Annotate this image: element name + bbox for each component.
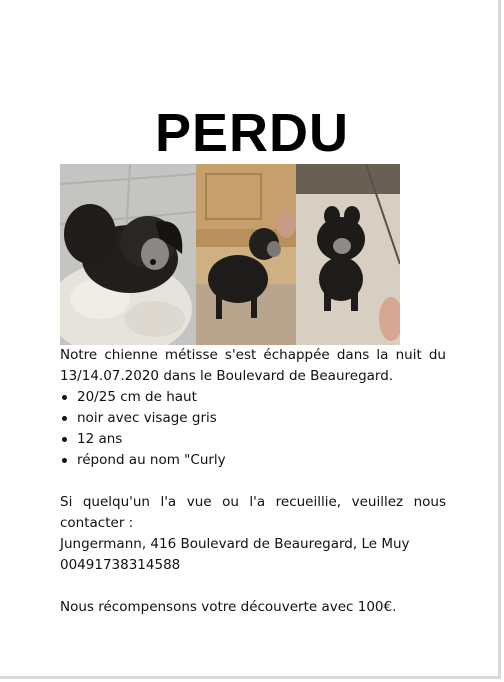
list-item: répond au nom "Curly: [60, 450, 446, 471]
contact-request-line1: Si quelqu'un l'a vue ou l'a recueillie, veuillez nous: [60, 494, 446, 510]
contact-address: Jungermann, 416 Boulevard de Beauregard, Le Muy: [60, 536, 410, 552]
poster-title: PERDU: [154, 103, 350, 164]
intro-paragraph: Notre chienne métisse s'est échappée dans la nuit du 13/14.07.2020 dans le Boulevard de Beauregard.: [60, 347, 446, 384]
dog-photo-blanket: [60, 164, 196, 345]
spacer: [60, 471, 446, 492]
list-item: 12 ans: [60, 429, 446, 450]
contact-request-line2: contacter :: [60, 515, 134, 531]
list-item: noir avec visage gris: [60, 408, 446, 429]
photo-strip: [60, 164, 400, 345]
contact-phone: 00491738314588: [60, 557, 181, 573]
list-item: 20/25 cm de haut: [60, 387, 446, 408]
dog-photo-cabinet: [196, 164, 296, 345]
dog-photo-floor: [296, 164, 400, 345]
spacer: [60, 576, 446, 597]
feature-list: [60, 387, 446, 471]
reward-text: Nous récompensons votre découverte avec 100€.: [60, 599, 397, 615]
poster-body: [60, 345, 446, 618]
